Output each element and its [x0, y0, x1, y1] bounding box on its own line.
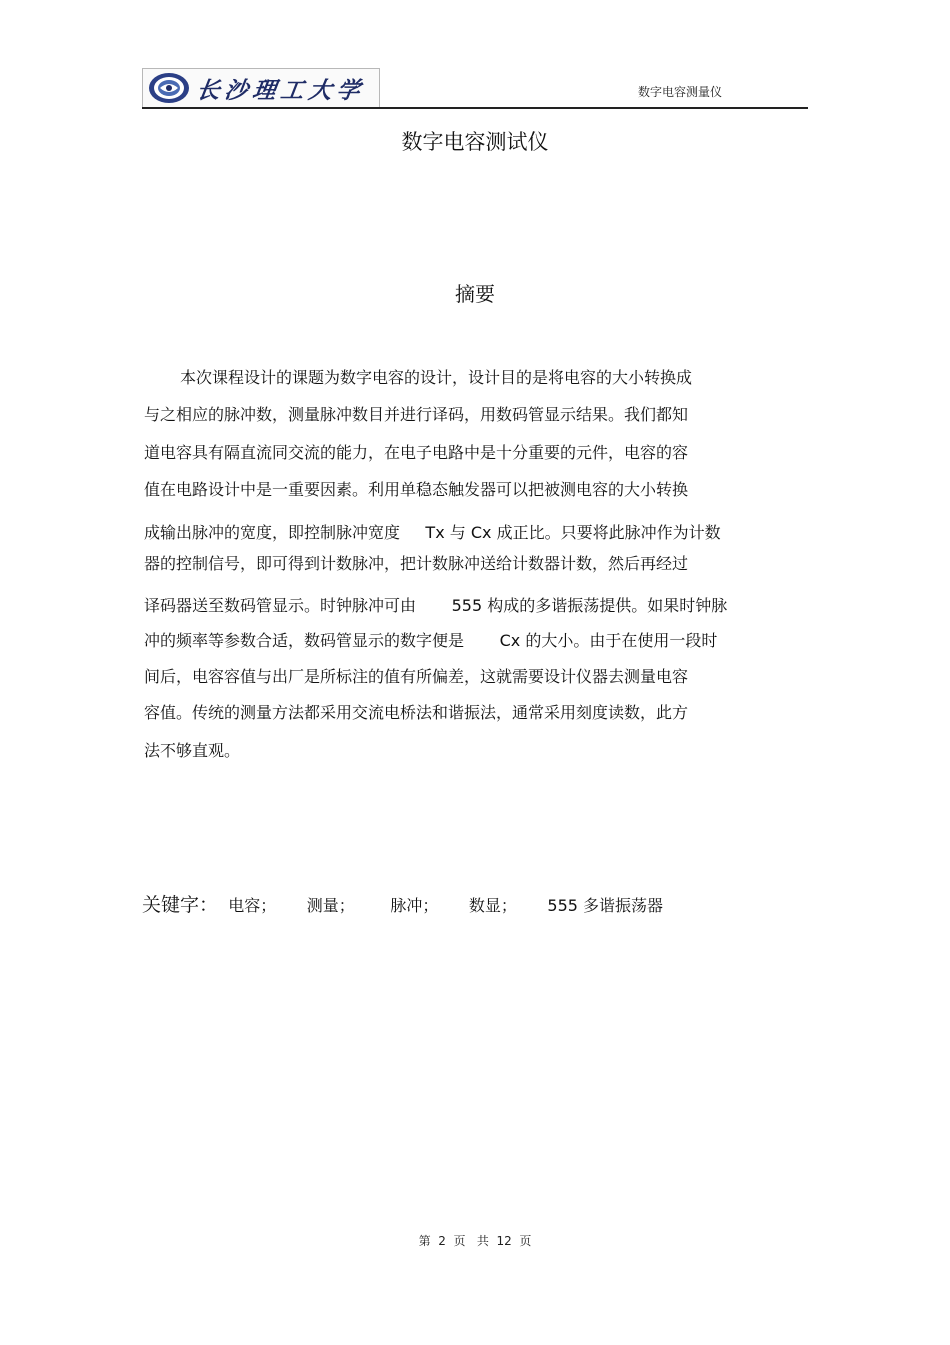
- header-divider: [142, 107, 808, 109]
- keyword-item: 脉冲；: [390, 896, 439, 915]
- document-title: 数字电容测试仪: [401, 130, 549, 154]
- keywords-label: 关键字：: [142, 894, 219, 916]
- abstract-line: 器的控制信号，即可得到计数脉冲，把计数脉冲送给计数器计数，然后再经过: [144, 554, 689, 573]
- abstract-line: 成输出脉冲的宽度，即控制脉冲宽度 Tx 与 Cx 成正比。只要将此脉冲作为计数: [144, 523, 721, 542]
- abstract-line: 冲的频率等参数合适，数码管显示的数字便是 Cx 的大小。由于在使用一段时: [144, 631, 718, 650]
- abstract-line: 译码器送至数码管显示。时钟脉冲可由 555 构成的多谐振荡提供。如果时钟脉: [144, 596, 728, 615]
- abstract-line: 本次课程设计的课题为数字电容的设计，设计目的是将电容的大小转换成: [180, 368, 693, 387]
- university-logo-text: 长沙理工大学: [194, 76, 367, 104]
- abstract-line: 容值。传统的测量方法都采用交流电桥法和谐振法，通常采用刻度读数，此方: [144, 703, 689, 722]
- abstract-line: 法不够直观。: [144, 741, 241, 760]
- abstract-line: 值在电路设计中是一重要因素。利用单稳态触发器可以把被测电容的大小转换: [144, 480, 689, 499]
- keyword-item: 电容；: [228, 896, 277, 915]
- keywords-line: [142, 890, 663, 917]
- running-title: 数字电容测量仪: [637, 85, 722, 99]
- abstract-line: 道电容具有隔直流同交流的能力，在电子电路中是十分重要的元件，电容的容: [144, 443, 689, 462]
- university-logo: [142, 68, 380, 108]
- abstract-heading: 摘要: [455, 282, 495, 306]
- university-emblem-icon: [147, 71, 191, 105]
- abstract-line: 间后，电容容值与出厂是所标注的值有所偏差，这就需要设计仪器去测量电容: [144, 667, 689, 686]
- abstract-line: 与之相应的脉冲数，测量脉冲数目并进行译码，用数码管显示结果。我们都知: [144, 405, 689, 424]
- keyword-item: 数显；: [468, 896, 517, 915]
- keyword-item: 555 多谐振荡器: [547, 896, 664, 915]
- page-number-footer: 第 2 页 共 12 页: [418, 1234, 532, 1248]
- page-header: [142, 68, 808, 108]
- keyword-item: 测量；: [306, 896, 355, 915]
